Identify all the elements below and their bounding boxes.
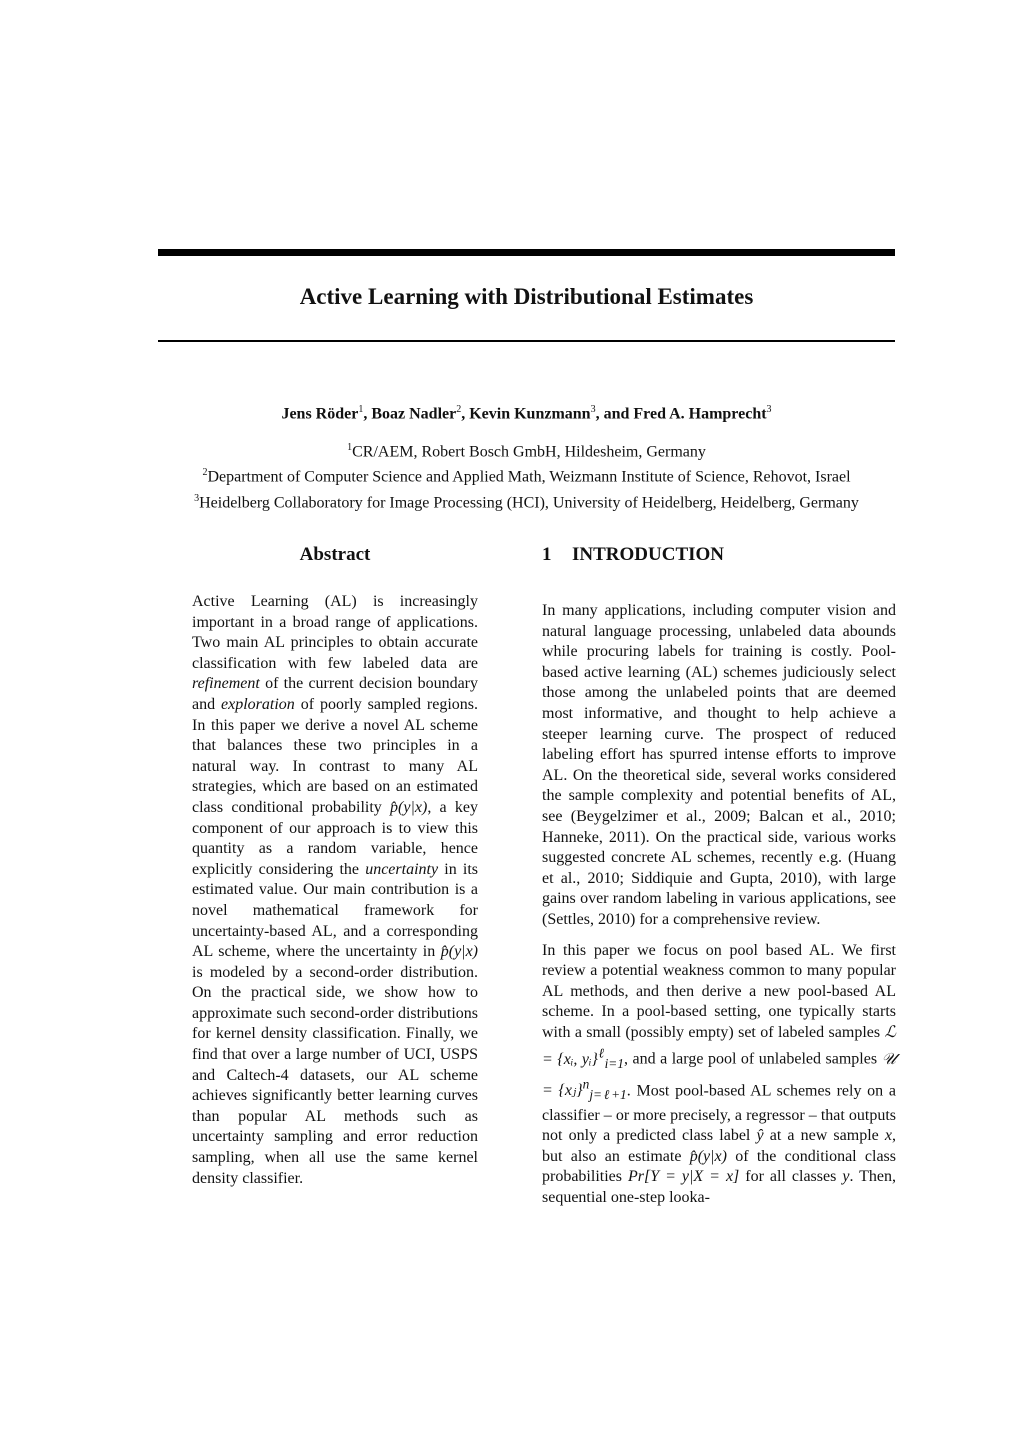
math-inline: p̂(y|x) bbox=[440, 943, 478, 961]
abstract-emphasis: refinement bbox=[192, 675, 260, 693]
top-rule bbox=[158, 249, 895, 256]
paragraph-text: . Then, sequential one-step looka- bbox=[542, 1168, 897, 1207]
affiliation-text: Heidelberg Collaboratory for Image Processing (HCI), University of Heidelberg, Heidelberg, Germany bbox=[199, 493, 859, 511]
math-inline: x bbox=[884, 1127, 892, 1145]
affiliation-list bbox=[140, 437, 913, 513]
author-name: Fred A. Hamprecht bbox=[633, 405, 767, 423]
author-name: Jens Röder bbox=[281, 405, 359, 423]
abstract-text: Active Learning (AL) is increasingly important in a broad range of applications. Two main AL principles to obtain accurate classification with few labeled data are bbox=[192, 593, 478, 672]
abstract-emphasis: uncertainty bbox=[365, 860, 439, 878]
paragraph-text: of the conditional class probabilities bbox=[542, 1147, 896, 1186]
paragraph-text: at a new sample bbox=[763, 1127, 885, 1145]
paper-title: Active Learning with Distributional Estimates bbox=[299, 284, 754, 309]
author-name: Boaz Nadler bbox=[371, 405, 457, 423]
author-affiliation-mark: 3 bbox=[590, 404, 596, 415]
math-inline: Pr[Y = y|X = x] bbox=[627, 1168, 740, 1186]
author-name: Kevin Kunzmann bbox=[469, 405, 591, 423]
affiliation-number: 1 bbox=[347, 442, 353, 453]
affiliation-number: 2 bbox=[202, 467, 208, 479]
math-subscript: i=1 bbox=[604, 1055, 624, 1071]
math-text: 𝒰 = {xⱼ} bbox=[542, 1050, 897, 1099]
abstract-text: of poorly sampled regions. In this paper we derive a novel AL scheme that balances these two principles in a natural way. In contrast to many AL strategies, which are based on an estimated class conditional probability bbox=[192, 695, 478, 816]
math-superscript: ℓ bbox=[597, 1045, 605, 1061]
paragraph-text: In this paper we focus on pool based AL. We first review a potential weakness common to many popular AL methods, and then derive a new pool-based AL scheme. In a pool-based setting, one typically starts with a small (possibly empty) set of labeled samples bbox=[542, 941, 896, 1041]
abstract-text: is modeled by a second-order distribution. On the practical side, we show how to approximate such second-order distributions for kernel density classification. Finally, we find that over a large number of UCI, USPS and Caltech-4 datasets, our AL scheme achieves significantly better learning curves than popular AL methods such as uncertainty sampling and error reduction sampling, when all use the same kernel density classifier. bbox=[192, 963, 478, 1187]
author-list bbox=[150, 398, 903, 426]
author-separator: , and bbox=[595, 405, 634, 423]
section-heading bbox=[542, 542, 896, 568]
math-inline: ŷ bbox=[756, 1127, 764, 1145]
author-separator: , bbox=[363, 405, 372, 423]
introduction-body bbox=[542, 601, 896, 1219]
section-number: 1 bbox=[542, 544, 552, 565]
paragraph-text: , and a large pool of unlabeled samples bbox=[623, 1050, 882, 1068]
abstract-text: , a key component of our approach is to view this quantity as a random variable, hence explicitly considering the bbox=[192, 798, 479, 878]
author-affiliation-mark: 3 bbox=[766, 404, 772, 415]
affiliation bbox=[140, 437, 913, 462]
paragraph-text: for all classes bbox=[739, 1168, 843, 1186]
author-affiliation-mark: 1 bbox=[358, 404, 364, 415]
paragraph bbox=[542, 941, 896, 1209]
affiliation-number: 3 bbox=[194, 492, 200, 504]
paragraph-text: . Most pool-based AL schemes rely on a classifier – or more precisely, a regressor – that outputs not only a predicted class label bbox=[542, 1081, 897, 1145]
title-rule bbox=[158, 340, 895, 342]
abstract-text: in its estimated value. Our main contribution is a novel mathematical framework for uncertainty-based AL, and a corresponding AL scheme, where the uncertainty in bbox=[192, 860, 478, 961]
affiliation bbox=[140, 488, 913, 513]
abstract-text: of the current decision boundary and bbox=[192, 675, 478, 713]
affiliation-text: Department of Computer Science and Applied Math, Weizmann Institute of Science, Rehovot, Israel bbox=[207, 468, 851, 486]
abstract-emphasis: exploration bbox=[221, 695, 295, 713]
math-superscript: n bbox=[582, 1076, 590, 1092]
math-subscript: j=ℓ+1 bbox=[589, 1087, 627, 1103]
math-inline: p̂(y|x) bbox=[390, 798, 428, 816]
math-inline: y bbox=[842, 1168, 850, 1186]
affiliation bbox=[140, 462, 913, 487]
paragraph: In many applications, including computer vision and natural language processing, unlabeled data abounds while procuring labels for training is costly. Pool-based active learning (AL) schemes judiciously select those among the unlabeled points that are deemed most informative, and thought to help achieve a steeper learning curve. The prospect of reduced labeling effort has spurred intense efforts to improve AL. On the theoretical side, several works considered the sample complexity and potential benefits of AL, see (Beygelzimer et al., 2009; Balcan et al., 2010; Hanneke, 2011). On the practical side, various works suggested concrete AL schemes, recently e.g. (Huang et al., 2010; Siddiquie and Gupta, 2010), with large gains over random labeling in various applications, see (Settles, 2010) for a comprehensive review. bbox=[542, 602, 896, 928]
section-title: INTRODUCTION bbox=[572, 544, 725, 565]
abstract-heading: Abstract bbox=[299, 544, 371, 565]
abstract-body bbox=[192, 592, 478, 1189]
affiliation-text: CR/AEM, Robert Bosch GmbH, Hildesheim, Germany bbox=[352, 443, 706, 461]
paragraph-text: , but also an estimate bbox=[542, 1127, 896, 1165]
math-inline: p̂(y|x) bbox=[689, 1147, 727, 1165]
math-text: ℒ = {xᵢ, yᵢ} bbox=[542, 1023, 896, 1068]
author-separator: , bbox=[461, 405, 470, 423]
author-affiliation-mark: 2 bbox=[456, 404, 462, 415]
